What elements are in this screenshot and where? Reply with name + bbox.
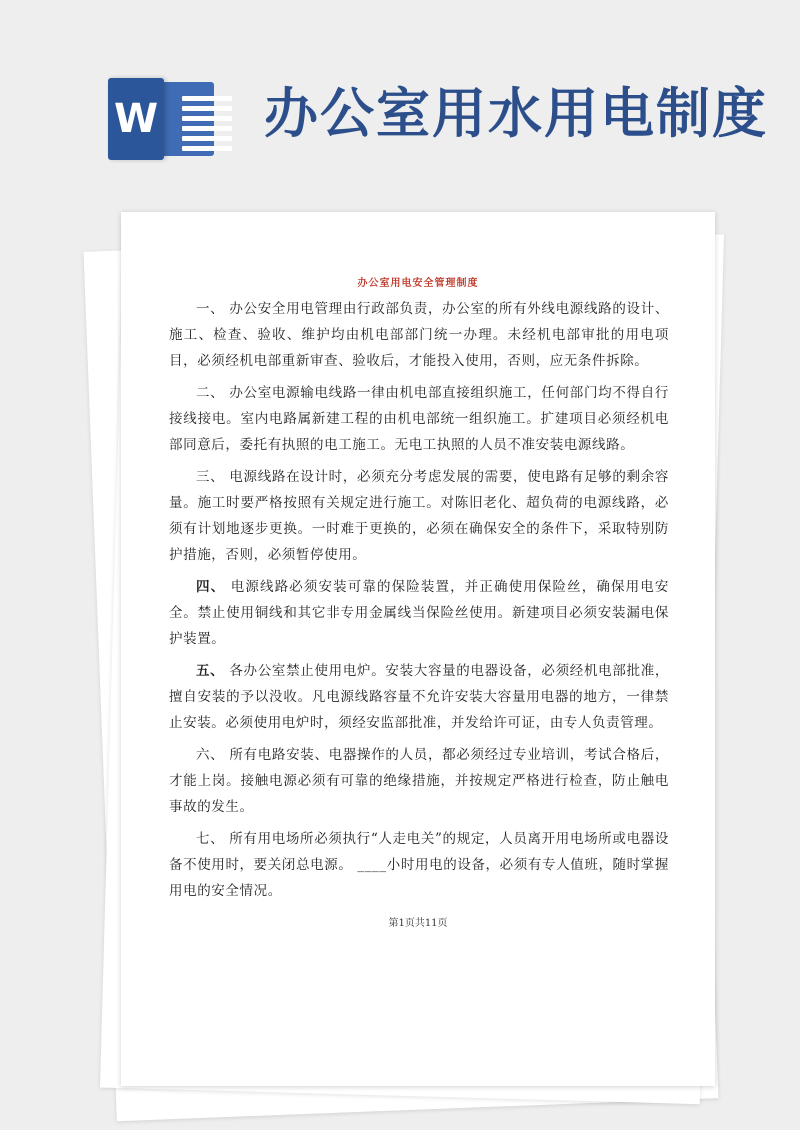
document-page: [121, 212, 715, 1086]
clause-text: 办公室电源输电线路一律由机电部直接组织施工，任何部门均不得自行接线接电。室内电路属新建工程的由机电部统一组织施工。扩建项目必须经机电部同意后，委托有执照的电工施工。无电工执照的人员不准安装电源线路。: [169, 385, 669, 453]
word-document-icon: [108, 78, 218, 160]
clause-text: 所有用电场所必须执行“人走电关”的规定，人员离开用电场所或电器设备不使用时，要关闭总电源。 ____小时用电的设备，必须有专人值班，随时掌握用电的安全情况。: [169, 831, 669, 899]
banner-title: 办公室用水用电制度: [264, 82, 768, 145]
clause-number: 五、: [196, 663, 225, 679]
clause-4: [169, 574, 669, 652]
banner-header: [0, 0, 800, 200]
clause-1: [169, 296, 669, 374]
clause-text: 电源线路在设计时，必须充分考虑发展的需要，使电路有足够的剩余容量。施工时要严格按照有关规定进行施工。对陈旧老化、超负荷的电源线路，必须有计划地逐步更换。一时难于更换的，必须在确保安全的条件下，采取特别防护措施，否则，必须暂停使用。: [169, 469, 669, 563]
clause-number: 二、: [196, 385, 225, 401]
word-icon-lines: [182, 96, 232, 156]
clause-number: 一、: [196, 301, 225, 317]
clause-5: [169, 658, 669, 736]
document-title: 办公室用电安全管理制度: [357, 278, 479, 289]
clause-number: 七、: [196, 831, 225, 847]
clause-text: 各办公室禁止使用电炉。安装大容量的电器设备，必须经机电部批准，擅自安装的予以没收。凡电源线路容量不允许安装大容量用电器的地方，一律禁止安装。必须使用电炉时，须经安监部批准，并发给许可证，由专人负责管理。: [169, 663, 669, 731]
clause-7: [169, 826, 669, 904]
clause-3: [169, 464, 669, 568]
clause-number: 六、: [196, 747, 225, 763]
clause-text: 所有电路安装、电器操作的人员，都必须经过专业培训，考试合格后，才能上岗。接触电源必须有可靠的绝缘措施，并按规定严格进行检查，防止触电事故的发生。: [169, 747, 669, 815]
clause-text: 电源线路必须安装可靠的保险装置，并正确使用保险丝，确保用电安全。禁止使用铜线和其它非专用金属线当保险丝使用。新建项目必须安装漏电保护装置。: [169, 579, 669, 647]
clause-2: [169, 380, 669, 458]
word-icon-letter: W: [108, 78, 164, 160]
page-number-footer: 第1页共11页: [388, 918, 448, 929]
document-body: [169, 296, 669, 910]
clause-number: 三、: [196, 469, 225, 485]
clause-text: 办公安全用电管理由行政部负责，办公室的所有外线电源线路的设计、施工、检查、验收、维护均由机电部部门统一办理。未经机电部审批的用电项目，必须经机电部重新审查、验收后，才能投入使用，否则，应无条件拆除。: [169, 301, 669, 369]
clause-6: [169, 742, 669, 820]
clause-number: 四、: [196, 579, 226, 595]
